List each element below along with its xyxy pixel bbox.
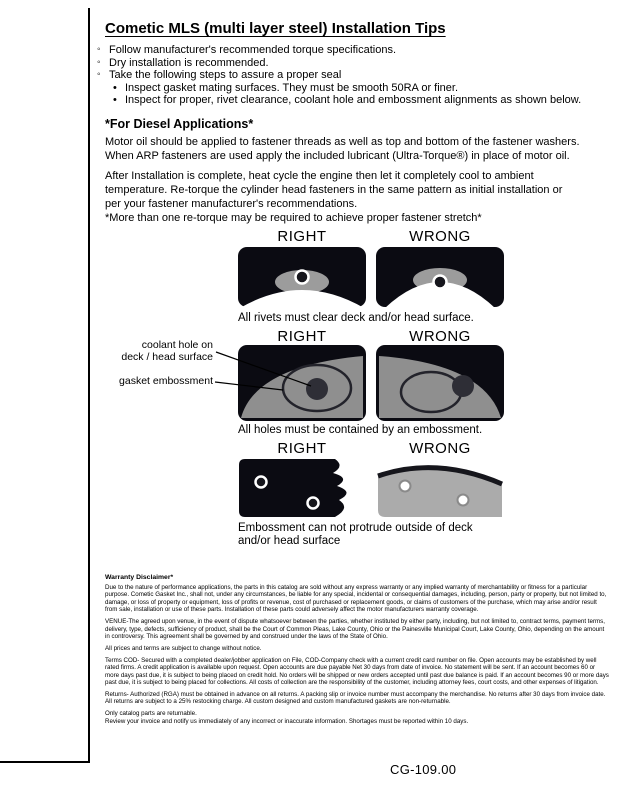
diagram-protrusion-wrong: [375, 456, 505, 520]
wrong-label-row3: WRONG: [409, 440, 471, 457]
tip-text: Follow manufacturer's recommended torque specifications.: [109, 44, 397, 56]
wrong-label-row2: WRONG: [409, 328, 471, 345]
callout-text: coolant hole on: [141, 339, 213, 351]
warranty-paragraph: VENUE-The agreed upon venue, in the event of dispute whatsoever between the parties, whether instituted by either party, including, but not limited to, contract terms, payment terms, delivery, type, defects, sufficiency of product, shall be the Court of Common Pleas, Lake County, Ohio or the Painesville Municipal Court, Lake County, Ohio, depending on the amount in controversy. This agreement shall be governed by and construed under the laws of the State of Ohio.: [105, 618, 605, 640]
diagram-rivet-wrong: [375, 246, 505, 308]
warranty-disclaimer-section: [105, 574, 610, 730]
row1-caption: All rivets must clear deck and/or head surface.: [238, 312, 474, 324]
list-item: [97, 94, 581, 107]
tip-text: Take the following steps to assure a proper seal: [109, 69, 342, 82]
open-bullet-icon: ◦: [97, 44, 101, 55]
warranty-paragraph: Only catalog parts are returnable.: [105, 710, 197, 718]
right-label-row1: RIGHT: [277, 228, 327, 245]
callout-text: deck / head surface: [121, 350, 213, 363]
diagram-rivet-right: [237, 246, 367, 308]
list-item: [97, 57, 581, 70]
installation-tips-list: [97, 44, 581, 107]
right-label-row2: RIGHT: [277, 328, 327, 345]
tip-text: Dry installation is recommended.: [109, 56, 269, 69]
warranty-paragraph: Returns- Authorized (RGA) must be obtained in advance on all returns. A packing slip or invoice number must accompany the merchandise. No returns after 30 days from invoice date. All returns are subject to a 25% restocking charge. All custom designed and custom manufactured gaskets are non-returnable.: [105, 690, 606, 706]
open-bullet-icon: ◦: [97, 56, 101, 68]
bottom-border-rule: [0, 761, 89, 763]
list-item: [97, 44, 581, 57]
diesel-paragraph-2: After Installation is complete, heat cycle the engine then let it completely cool to ambient temperature. Re-torque the cylinder head fasteners in the same pattern as initial installation or per your fastener manufacturer's recommendations.: [105, 170, 563, 210]
row3-caption: Embossment can not protrude outside of deck and/or head surface: [238, 522, 473, 547]
diagram-embossment-wrong: [375, 344, 505, 422]
warranty-paragraph: Due to the nature of performance applications, the parts in this catalog are sold without any express warranty or any implied warranty of merchantability or fitness for a particular purpose. Cometic Gasket Inc., shall not, under any circumstances, be liable for any special, incidental or consequential damages, including, person, party or property, but not limited to, damage, or loss of property or equipment, loss of profits or revenue, cost of purchased or replacement goods, or claims of customers of the purchase, which may arise and/or result from sale, installation or use of these parts. Installation of these parts could adversely affect the motor manufacturers warranty coverage.: [105, 584, 607, 614]
tip-text: Inspect for proper, rivet clearance, coolant hole and embossment alignments as shown below.: [125, 94, 582, 107]
open-bullet-icon: ◦: [97, 69, 101, 81]
warranty-paragraph: Terms COD- Secured with a completed dealer/jobber application on File, COD-Company check with a current credit card number on file. Open accounts may be established by well rated firms. A credit application is available upon request. Open accounts are due payable Net 30 days from date of invoice. No statement will be sent. If an account becomes 60 or more days past due, it is subject to being placed on credit hold. No orders will be shipped or new orders accepted until past due balance is paid. If an account becomes 90 or more days past due, it is subject to being placed for collections. All costs of collection are the responsibility of the customer, including attorney fees, court costs, and other expenses of litigation.: [105, 656, 609, 686]
retorque-note: *More than one re-torque may be required to achieve proper fastener stretch*: [105, 212, 482, 224]
diagram-protrusion-right: [237, 456, 367, 520]
page-title: Cometic MLS (multi layer steel) Installation Tips: [105, 20, 446, 37]
wrong-label-row1: WRONG: [409, 228, 471, 245]
catalog-page-code: CG-109.00: [390, 762, 457, 777]
diesel-applications-heading: *For Diesel Applications*: [105, 117, 254, 131]
gasket-embossment-callout: gasket embossment: [119, 375, 213, 387]
warranty-paragraph: Review your invoice and notify us immediately of any incorrect or inaccurate information. Shortages must be reported within 10 days.: [105, 717, 469, 725]
list-item: [97, 69, 581, 82]
diagram-embossment-right: [237, 344, 367, 422]
bullet-icon: •: [113, 81, 117, 94]
warranty-paragraph: All prices and terms are subject to change without notice.: [105, 644, 262, 652]
row2-caption: All holes must be contained by an embossment.: [238, 424, 483, 436]
diesel-paragraph-1: Motor oil should be applied to fastener threads as well as top and bottom of the fastener washers. When ARP fasteners are used apply the included lubricant (Ultra-Torque®) in place of motor oil.: [105, 136, 580, 162]
tip-text: Inspect gasket mating surfaces. They must be smooth 50RA or finer.: [125, 81, 459, 94]
list-item: [97, 82, 581, 95]
coolant-hole-callout: [118, 340, 213, 363]
left-border-rule: [88, 8, 90, 763]
right-label-row3: RIGHT: [277, 440, 327, 457]
warranty-heading: Warranty Disclaimer*: [105, 574, 174, 581]
bullet-icon: •: [113, 94, 117, 107]
